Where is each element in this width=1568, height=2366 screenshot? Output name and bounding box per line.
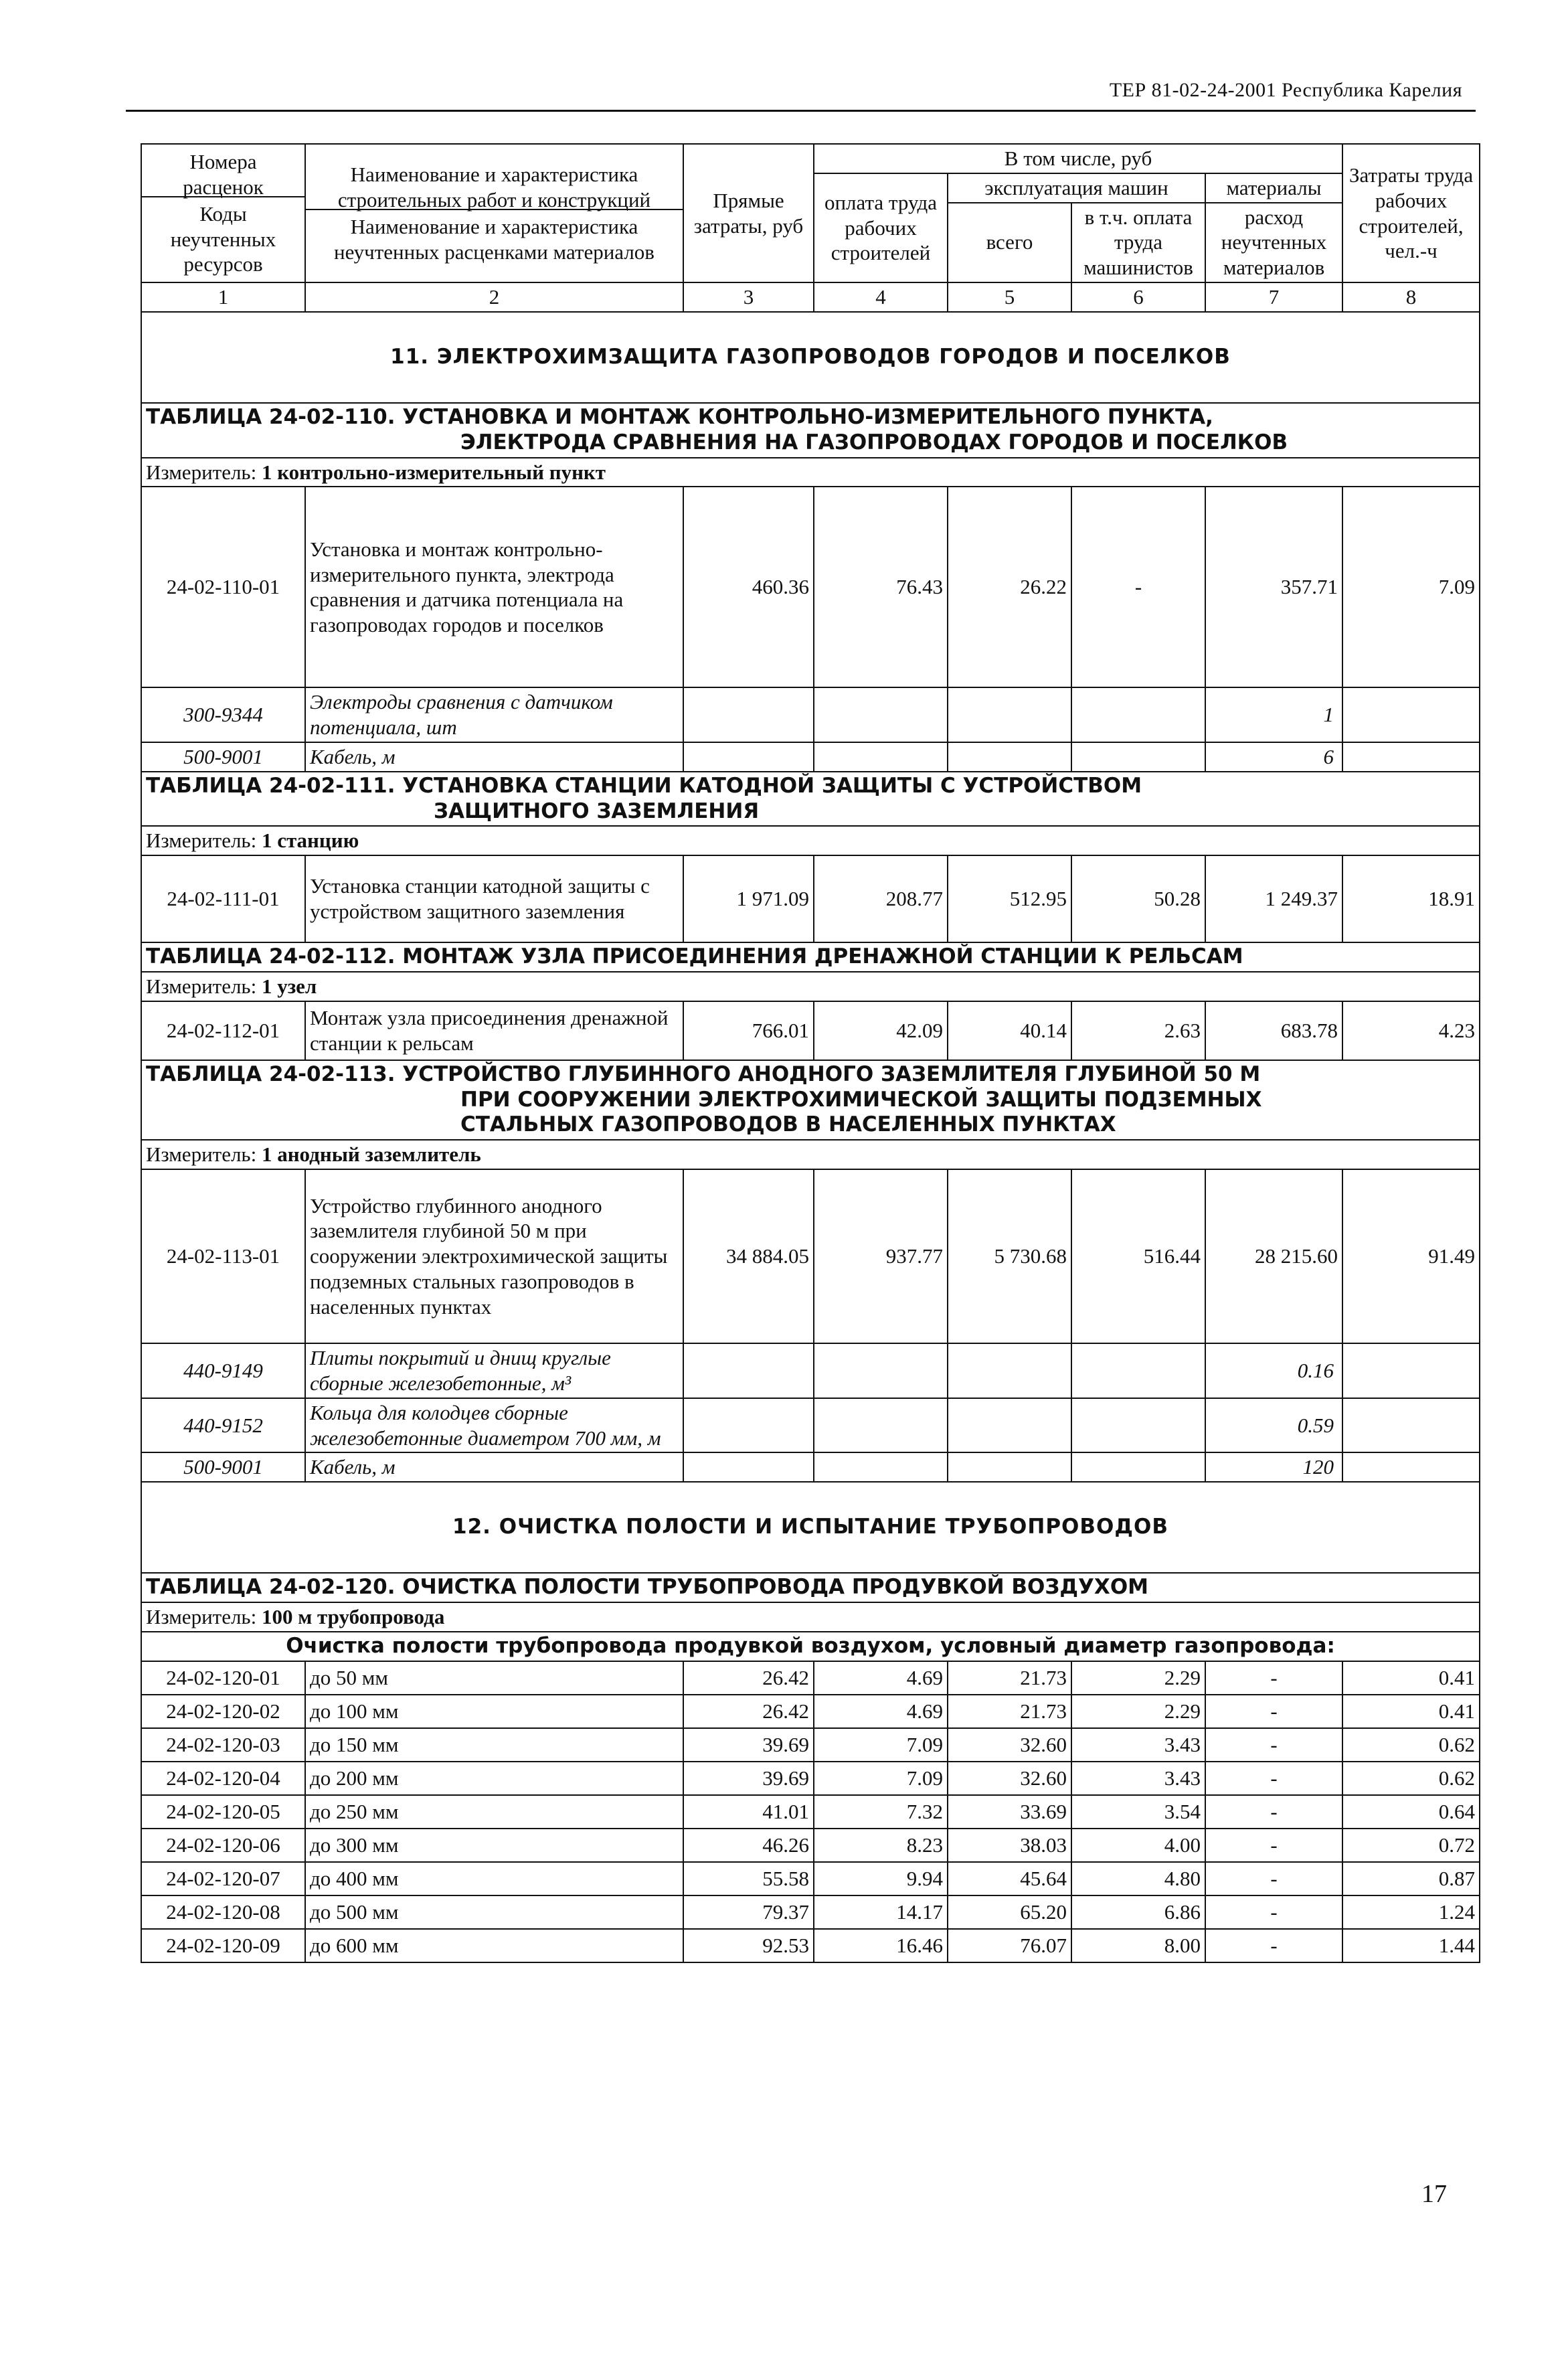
table-110-title: [141, 403, 1480, 458]
labor-cost: 208.77: [814, 855, 948, 942]
materials-cost: -: [1205, 1728, 1342, 1762]
rate-name: до 400 мм: [305, 1862, 683, 1895]
measure-label: Измеритель:: [146, 1604, 257, 1628]
machine-cost: 38.03: [948, 1829, 1071, 1862]
section-12: [141, 1482, 1480, 1573]
labor-hours: 0.87: [1342, 1862, 1480, 1895]
col-header-1b: Коды неучтенных ресурсов: [170, 201, 276, 276]
resource-code: 500-9001: [141, 742, 305, 772]
subheading: Очистка полости трубопровода продувкой воздухом, условный диаметр газопровода:: [141, 1632, 1480, 1661]
measure-label: Измеритель:: [146, 1143, 257, 1167]
table-row: [141, 1895, 1480, 1929]
labor-cost: 7.09: [814, 1728, 948, 1762]
rate-name: Устройство глубинного анодного заземлителя глубиной 50 м при сооружении электрохимической защиты подземных стальных газопроводов в населенных пунктах: [305, 1169, 683, 1343]
table-title-line: ЗАЩИТНОГО ЗАЗЕМЛЕНИЯ: [434, 798, 760, 823]
table-120-subheading: [141, 1632, 1480, 1661]
labor-hours: 1.24: [1342, 1895, 1480, 1929]
table-row: [141, 1169, 1480, 1343]
materials-cost: 683.78: [1205, 1001, 1342, 1060]
col-header-incl: В том числе, руб: [814, 144, 1342, 173]
machinist-cost: -: [1071, 487, 1205, 687]
measure-value: 1 узел: [261, 975, 317, 998]
machinist-cost: 2.29: [1071, 1695, 1205, 1728]
machine-cost: 26.22: [948, 487, 1071, 687]
labor-cost: 76.43: [814, 487, 948, 687]
resource-qty: 120: [1205, 1452, 1342, 1482]
machinist-cost: 3.43: [1071, 1762, 1205, 1795]
table-120-measure: [141, 1602, 1480, 1632]
resource-code: 300-9344: [141, 687, 305, 742]
direct-cost: 39.69: [683, 1728, 814, 1762]
materials-cost: -: [1205, 1661, 1342, 1695]
table-row: [141, 487, 1480, 687]
document-body: [141, 143, 1479, 1963]
col-header-5: всего: [948, 203, 1071, 282]
machine-cost: 32.60: [948, 1762, 1071, 1795]
col-header-1a: Номера расценок: [142, 145, 304, 197]
table-title-line: ПРИ СООРУЖЕНИИ ЭЛЕКТРОХИМИЧЕСКОЙ ЗАЩИТЫ ПОДЗЕМНЫХ: [460, 1087, 1262, 1112]
machine-cost: 45.64: [948, 1862, 1071, 1895]
labor-cost: 9.94: [814, 1862, 948, 1895]
rate-code: 24-02-120-03: [141, 1728, 305, 1762]
rate-code: 24-02-113-01: [141, 1169, 305, 1343]
direct-cost: 39.69: [683, 1762, 814, 1795]
machinist-cost: 6.86: [1071, 1895, 1205, 1929]
labor-hours: 0.62: [1342, 1728, 1480, 1762]
table-row: [141, 1728, 1480, 1762]
labor-hours: 0.72: [1342, 1829, 1480, 1862]
rate-code: 24-02-120-04: [141, 1762, 305, 1795]
measure-label: Измеритель:: [146, 829, 257, 853]
rate-code: 24-02-120-01: [141, 1661, 305, 1695]
rate-code: 24-02-120-09: [141, 1929, 305, 1962]
table-row: [141, 1695, 1480, 1728]
machinist-cost: 4.80: [1071, 1862, 1205, 1895]
direct-cost: 55.58: [683, 1862, 814, 1895]
resource-code: 440-9152: [141, 1398, 305, 1453]
measure-value: 1 станцию: [261, 829, 359, 853]
machinist-cost: 4.00: [1071, 1829, 1205, 1862]
table-row: [141, 1661, 1480, 1695]
table-row: [141, 1829, 1480, 1862]
direct-cost: 26.42: [683, 1661, 814, 1695]
rate-name: до 250 мм: [305, 1795, 683, 1829]
labor-hours: 0.64: [1342, 1795, 1480, 1829]
rate-name: до 50 мм: [305, 1661, 683, 1695]
column-number-row: [141, 282, 1480, 312]
machinist-cost: 516.44: [1071, 1169, 1205, 1343]
materials-cost: 357.71: [1205, 487, 1342, 687]
rate-name: Установка и монтаж контрольно-измерительного пункта, электрода сравнения и датчика потенциала на газопроводах городов и поселков: [305, 487, 683, 687]
machinist-cost: 2.63: [1071, 1001, 1205, 1060]
col-header-machines: эксплуатация машин: [948, 173, 1205, 203]
labor-hours: 91.49: [1342, 1169, 1480, 1343]
resource-name: Плиты покрытий и днищ круглые сборные железобетонные, м³: [305, 1343, 683, 1398]
table-120-rows: [141, 1661, 1480, 1962]
resource-name: Электроды сравнения с датчиком потенциала, шт: [305, 687, 683, 742]
table-112-measure: [141, 972, 1480, 1001]
labor-hours: 0.41: [1342, 1661, 1480, 1695]
rate-name: Установка станции катодной защиты с устройством защитного заземления: [305, 855, 683, 942]
resource-row: [141, 742, 1480, 772]
header-row-1: [141, 144, 1480, 173]
col-number: 3: [683, 282, 814, 312]
col-number: 5: [948, 282, 1071, 312]
measure-value: 1 контрольно-измерительный пункт: [261, 460, 606, 484]
table-title-line: ЭЛЕКТРОДА СРАВНЕНИЯ НА ГАЗОПРОВОДАХ ГОРОДОВ И ПОСЕЛКОВ: [460, 430, 1288, 454]
resource-code: 440-9149: [141, 1343, 305, 1398]
resource-row: [141, 687, 1480, 742]
col-header-1: [141, 144, 305, 282]
measure-value: 100 м трубопровода: [261, 1604, 445, 1628]
machine-cost: 33.69: [948, 1795, 1071, 1829]
labor-hours: 1.44: [1342, 1929, 1480, 1962]
rate-name: до 150 мм: [305, 1728, 683, 1762]
labor-hours: 0.62: [1342, 1762, 1480, 1795]
machinist-cost: 8.00: [1071, 1929, 1205, 1962]
labor-cost: 937.77: [814, 1169, 948, 1343]
direct-cost: 34 884.05: [683, 1169, 814, 1343]
table-title-line: ТАБЛИЦА 24-02-111. УСТАНОВКА СТАНЦИИ КАТОДНОЙ ЗАЩИТЫ С УСТРОЙСТВОМ: [146, 773, 1142, 798]
rate-code: 24-02-120-07: [141, 1862, 305, 1895]
col-header-3: Прямые затраты, руб: [683, 144, 814, 282]
rates-table: [141, 143, 1480, 1963]
resource-name: Кабель, м: [305, 742, 683, 772]
col-header-6: в т.ч. оплата труда машинистов: [1071, 203, 1205, 282]
materials-cost: -: [1205, 1929, 1342, 1962]
col-header-7: расход неучтенных материалов: [1205, 203, 1342, 282]
table-113-measure: [141, 1140, 1480, 1169]
labor-hours: 7.09: [1342, 487, 1480, 687]
rate-code: 24-02-120-08: [141, 1895, 305, 1929]
direct-cost: 1 971.09: [683, 855, 814, 942]
labor-cost: 16.46: [814, 1929, 948, 1962]
rate-name: до 500 мм: [305, 1895, 683, 1929]
resource-qty: 6: [1205, 742, 1342, 772]
col-header-2: [305, 144, 683, 282]
direct-cost: 41.01: [683, 1795, 814, 1829]
machine-cost: 21.73: [948, 1695, 1071, 1728]
col-number: 2: [305, 282, 683, 312]
labor-cost: 4.69: [814, 1661, 948, 1695]
direct-cost: 766.01: [683, 1001, 814, 1060]
resource-row: [141, 1398, 1480, 1453]
resource-name: Кабель, м: [305, 1452, 683, 1482]
table-title-line: ТАБЛИЦА 24-02-113. УСТРОЙСТВО ГЛУБИННОГО АНОДНОГО ЗАЗЕМЛИТЕЛЯ ГЛУБИНОЙ 50 М: [146, 1062, 1261, 1086]
direct-cost: 46.26: [683, 1829, 814, 1862]
direct-cost: 460.36: [683, 487, 814, 687]
col-header-2b: Наименование и характеристика неучтенных расценками материалов: [334, 214, 655, 264]
machine-cost: 512.95: [948, 855, 1071, 942]
materials-cost: 28 215.60: [1205, 1169, 1342, 1343]
machine-cost: 76.07: [948, 1929, 1071, 1962]
materials-cost: -: [1205, 1762, 1342, 1795]
materials-cost: -: [1205, 1829, 1342, 1862]
resource-qty: 0.16: [1205, 1343, 1342, 1398]
labor-cost: 4.69: [814, 1695, 948, 1728]
rate-code: 24-02-111-01: [141, 855, 305, 942]
direct-cost: 79.37: [683, 1895, 814, 1929]
machine-cost: 40.14: [948, 1001, 1071, 1060]
materials-cost: -: [1205, 1862, 1342, 1895]
col-header-materials: материалы: [1205, 173, 1342, 203]
table-110-measure: [141, 458, 1480, 487]
table-row: [141, 855, 1480, 942]
table-row: [141, 1001, 1480, 1060]
section-title: 11. ЭЛЕКТРОХИМЗАЩИТА ГАЗОПРОВОДОВ ГОРОДОВ И ПОСЕЛКОВ: [141, 312, 1480, 403]
resource-qty: 1: [1205, 687, 1342, 742]
machine-cost: 32.60: [948, 1728, 1071, 1762]
table-title-line: ТАБЛИЦА 24-02-112. МОНТАЖ УЗЛА ПРИСОЕДИНЕНИЯ ДРЕНАЖНОЙ СТАНЦИИ К РЕЛЬСАМ: [146, 944, 1243, 969]
rate-name: до 100 мм: [305, 1695, 683, 1728]
rate-name: до 600 мм: [305, 1929, 683, 1962]
direct-cost: 92.53: [683, 1929, 814, 1962]
labor-cost: 7.09: [814, 1762, 948, 1795]
col-number: 7: [1205, 282, 1342, 312]
labor-hours: 0.41: [1342, 1695, 1480, 1728]
page-number: 17: [1421, 2180, 1447, 2208]
machinist-cost: 3.43: [1071, 1728, 1205, 1762]
table-row: [141, 1929, 1480, 1962]
table-row: [141, 1862, 1480, 1895]
machine-cost: 21.73: [948, 1661, 1071, 1695]
resource-code: 500-9001: [141, 1452, 305, 1482]
header-rule: [126, 110, 1476, 112]
direct-cost: 26.42: [683, 1695, 814, 1728]
labor-hours: 18.91: [1342, 855, 1480, 942]
rate-code: 24-02-112-01: [141, 1001, 305, 1060]
table-113-title: [141, 1060, 1480, 1140]
machinist-cost: 2.29: [1071, 1661, 1205, 1695]
rate-code: 24-02-120-05: [141, 1795, 305, 1829]
rate-code: 24-02-120-06: [141, 1829, 305, 1862]
col-number: 1: [141, 282, 305, 312]
resource-row: [141, 1343, 1480, 1398]
measure-label: Измеритель:: [146, 460, 257, 484]
labor-cost: 14.17: [814, 1895, 948, 1929]
materials-cost: -: [1205, 1895, 1342, 1929]
table-title-line: СТАЛЬНЫХ ГАЗОПРОВОДОВ В НАСЕЛЕННЫХ ПУНКТАХ: [460, 1112, 1116, 1137]
machinist-cost: 3.54: [1071, 1795, 1205, 1829]
machinist-cost: 50.28: [1071, 855, 1205, 942]
table-112-title: [141, 942, 1480, 972]
section-11: [141, 312, 1480, 403]
labor-hours: 4.23: [1342, 1001, 1480, 1060]
col-header-8: Затраты труда рабочих строителей, чел.-ч: [1342, 144, 1480, 282]
col-number: 4: [814, 282, 948, 312]
table-title-line: ТАБЛИЦА 24-02-120. ОЧИСТКА ПОЛОСТИ ТРУБОПРОВОДА ПРОДУВКОЙ ВОЗДУХОМ: [146, 1575, 1149, 1600]
materials-cost: 1 249.37: [1205, 855, 1342, 942]
labor-cost: 42.09: [814, 1001, 948, 1060]
labor-cost: 7.32: [814, 1795, 948, 1829]
col-header-4: оплата труда рабочих строителей: [814, 173, 948, 282]
table-120-title: [141, 1573, 1480, 1602]
table-111-measure: [141, 826, 1480, 855]
resource-qty: 0.59: [1205, 1398, 1342, 1453]
table-row: [141, 1762, 1480, 1795]
rate-name: до 200 мм: [305, 1762, 683, 1795]
page-header: ТЕР 81-02-24-2001 Республика Карелия: [1109, 79, 1462, 101]
machine-cost: 5 730.68: [948, 1169, 1071, 1343]
col-number: 6: [1071, 282, 1205, 312]
machine-cost: 65.20: [948, 1895, 1071, 1929]
col-number: 8: [1342, 282, 1480, 312]
table-title-line: ТАБЛИЦА 24-02-110. УСТАНОВКА И МОНТАЖ КОНТРОЛЬНО-ИЗМЕРИТЕЛЬНОГО ПУНКТА,: [146, 404, 1213, 429]
materials-cost: -: [1205, 1695, 1342, 1728]
rate-name: до 300 мм: [305, 1829, 683, 1862]
rate-name: Монтаж узла присоединения дренажной станции к рельсам: [305, 1001, 683, 1060]
rate-code: 24-02-110-01: [141, 487, 305, 687]
col-header-2a: Наименование и характеристика строительных работ и конструкций: [306, 158, 683, 210]
rate-code: 24-02-120-02: [141, 1695, 305, 1728]
resource-row: [141, 1452, 1480, 1482]
resource-name: Кольца для колодцев сборные железобетонные диаметром 700 мм, м: [305, 1398, 683, 1453]
table-row: [141, 1795, 1480, 1829]
measure-value: 1 анодный заземлитель: [261, 1143, 481, 1167]
table-111-title: [141, 772, 1480, 827]
labor-cost: 8.23: [814, 1829, 948, 1862]
materials-cost: -: [1205, 1795, 1342, 1829]
section-title: 12. ОЧИСТКА ПОЛОСТИ И ИСПЫТАНИЕ ТРУБОПРОВОДОВ: [141, 1482, 1480, 1573]
measure-label: Измеритель:: [146, 975, 257, 998]
